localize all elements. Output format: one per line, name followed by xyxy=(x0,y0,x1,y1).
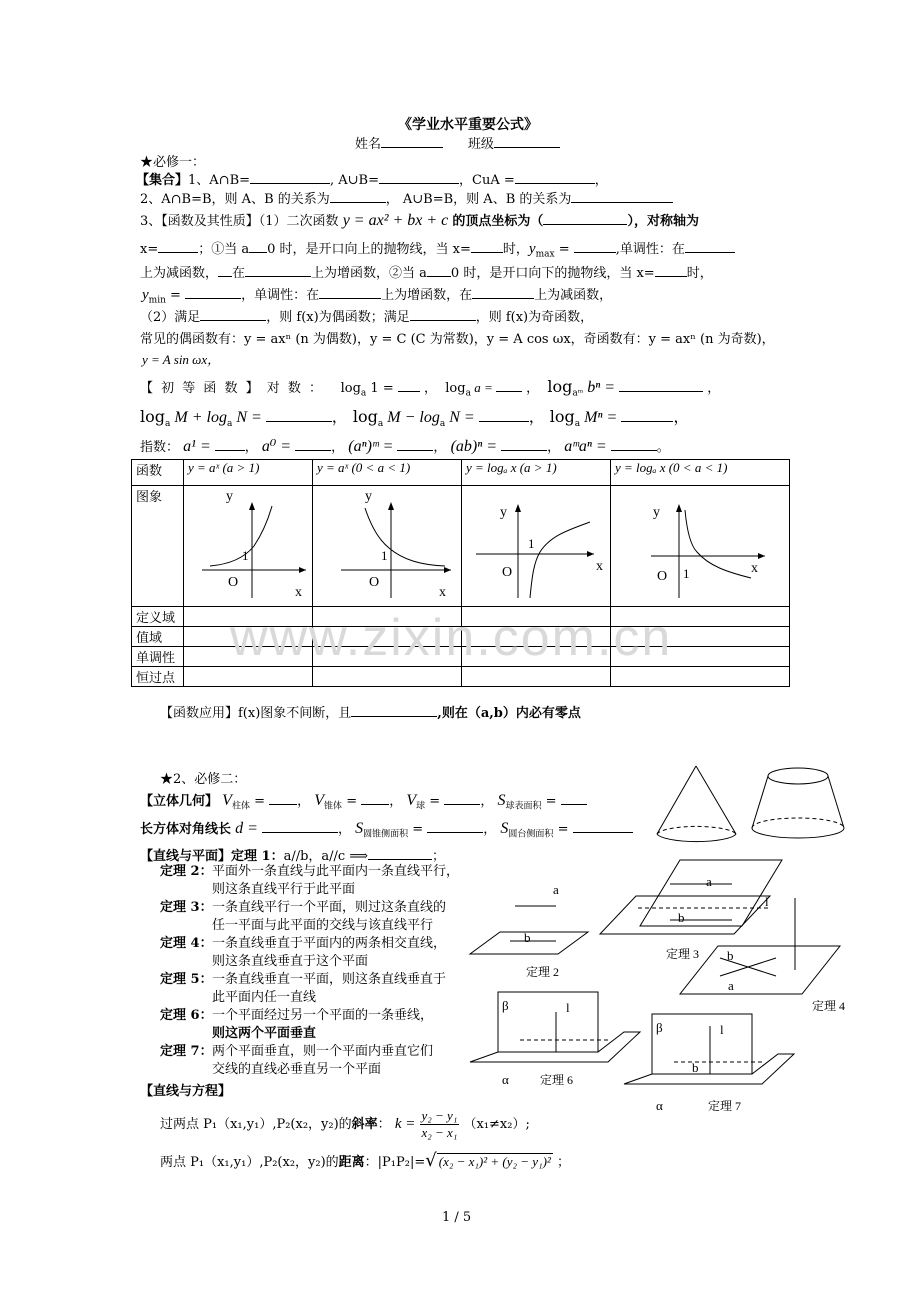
table-header: y = logₐ x (0 < a < 1) xyxy=(611,460,790,486)
theorem-text: 平面外一条直线与此平面内一条直线平行， xyxy=(212,864,460,879)
graph-log-growth xyxy=(462,486,611,607)
quad-line6: 常见的偶函数有：y = axⁿ (n 为偶数)，y = C (C 为常数)，y = A cos ωx，奇函数有：y = axⁿ (n 为奇数)， xyxy=(140,332,775,347)
theorem-label: 定理 4： xyxy=(160,936,213,951)
theorem-item xyxy=(160,971,459,1007)
figure-theorem-2 xyxy=(470,882,588,979)
graph-log-decay xyxy=(611,486,790,607)
figure-theorem-7 xyxy=(624,1014,794,1113)
theorem-1: 【直线与平面】定理 1：a//b，a//c ⟹ ； xyxy=(140,849,446,864)
svg-text:O: O xyxy=(228,575,239,590)
svg-text:y: y xyxy=(365,489,372,504)
cone-figure xyxy=(657,766,736,842)
graph-exp-decay xyxy=(313,486,462,607)
quad-line5: （2）满足 ，则 f(x)为偶函数；满足 ，则 f(x)为奇函数， xyxy=(140,310,594,325)
theorem-item xyxy=(160,1007,459,1043)
theorem-label: 定理 7： xyxy=(160,1044,213,1059)
page-title: 《学业水平重要公式》 xyxy=(398,117,538,133)
svg-text:α: α xyxy=(656,1098,663,1113)
svg-text:1: 1 xyxy=(381,548,388,563)
svg-text:1: 1 xyxy=(683,566,690,581)
table-header: y = aˣ (0 < a < 1) xyxy=(313,460,462,486)
table-header: y = logₐ x (a > 1) xyxy=(462,460,611,486)
frustum-figure xyxy=(752,768,844,838)
sets-line1: 【集合】1、A∩B= , A∪B= ，CuA = ， xyxy=(136,173,608,188)
svg-text:x: x xyxy=(751,561,758,576)
slope-formula: 过两点 P₁（x₁,y₁）,P₂(x₂，y₂)的斜率： k = $\frac{\text{y₂ − y₁}}{\text{x₂ − x₁}}$ （x₁≠x₂）; xyxy=(160,1108,530,1140)
theorem-text: 交线的直线必垂直另一个平面 xyxy=(212,1062,382,1077)
svg-text:β: β xyxy=(656,1020,663,1035)
svg-text:b: b xyxy=(692,1060,699,1075)
elem-line3: 指数： a¹ = ， a⁰ = ， (aⁿ)ᵐ = ， (ab)ⁿ = ， aᵐaⁿ = 。 xyxy=(140,438,670,455)
svg-text:定理 6: 定理 6 xyxy=(540,1073,574,1087)
theorem-text: 此平面内任一直线 xyxy=(212,990,317,1005)
table-row-label: 恒过点 xyxy=(132,667,184,687)
theorem-text: 一条直线平行一个平面，则过这条直线的 xyxy=(212,900,447,915)
svg-text:β: β xyxy=(502,998,509,1013)
table-header: y = aˣ (a > 1) xyxy=(184,460,313,486)
quad-line1: 3、【函数及其性质】（1）二次函数 y = ax² + bx + c 的顶点坐标为（ ），对称轴为 xyxy=(140,212,699,229)
distance-formula: 两点 P₁（x₁,y₁）,P₂(x₂，y₂)的距离：|P₁P₂|=√ (x₂ − x₁)² + (y₂ − y₁)² ； xyxy=(160,1150,570,1171)
line-equation-heading: 【直线与方程】 xyxy=(140,1084,232,1099)
svg-text:1: 1 xyxy=(242,548,249,563)
svg-text:a: a xyxy=(553,882,559,897)
svg-text:O: O xyxy=(657,569,668,584)
page-footer: 1 / 5 xyxy=(442,1210,472,1225)
elem-line1: 【 初 等 函 数 】 对 数 ： $\log_a 1$ = ， $\log_a a$ = ， $\log_{aᵐ} b^n$ = ， xyxy=(140,377,721,399)
figure-theorem-4 xyxy=(680,894,845,1013)
svg-text:y: y xyxy=(653,505,660,520)
theorem-label: 定理 5： xyxy=(160,972,213,987)
theorem-text: 则这条直线垂直于这个平面 xyxy=(212,954,369,969)
theorem-list xyxy=(160,863,459,1079)
table-row-label: 图象 xyxy=(132,486,184,607)
solid-line: 【立体几何】 $V_{柱体}$ = ， $V_{锥体}$ = ， $V_球$ = ， $S_{球表面积}$ = xyxy=(140,790,587,812)
svg-text:O: O xyxy=(369,575,380,590)
watermark: www.zixin.com.cn xyxy=(230,609,673,667)
quad-line3: 上为减函数， 在 上为增函数，②当 a 0 时，是开口向下的抛物线，当 x= 时， xyxy=(140,266,713,281)
elem-line2: $\log_a M + \log_a N$ = ， $\log_a M - \log_a N$ = ， $\log_a M^n$ = ， xyxy=(140,407,690,430)
svg-text:y: y xyxy=(226,489,233,504)
theorem-label: 定理 6： xyxy=(160,1008,213,1023)
svg-text:l: l xyxy=(566,1000,570,1015)
quad-line2: x= ；①当 a 0 时，是开口向上的抛物线，当 x= 时，$y_{max}$ = ,单调性：在 xyxy=(140,238,735,260)
quad-line4: $y_{min}$ = ，单调性：在 上为增函数，在 上为减函数， xyxy=(142,287,613,306)
svg-text:a: a xyxy=(706,874,712,889)
theorem-text: 两个平面垂直，则一个平面内垂直它们 xyxy=(212,1044,434,1059)
svg-text:定理 2: 定理 2 xyxy=(526,965,560,979)
svg-text:x: x xyxy=(596,559,603,574)
theorem-label: 定理 2： xyxy=(160,864,213,879)
theorem-text: 则这两个平面垂直 xyxy=(212,1026,317,1041)
svg-text:a: a xyxy=(728,978,734,993)
theorem-item xyxy=(160,863,459,899)
sets-line2: 2、A∩B=B，则 A、B 的关系为 ， A∪B=B，则 A、B 的关系为 xyxy=(140,188,673,207)
svg-text:O: O xyxy=(502,565,513,580)
svg-text:l: l xyxy=(765,894,769,909)
table-row-label: 定义域 xyxy=(132,607,184,627)
theorem-item xyxy=(160,1043,459,1079)
table-row-label: 单调性 xyxy=(132,647,184,667)
svg-text:定理 4: 定理 4 xyxy=(812,999,846,1013)
graph-exp-growth xyxy=(184,486,313,607)
svg-text:b: b xyxy=(524,930,531,945)
table-header: 函数 xyxy=(132,460,184,486)
subtitle: 姓名 班级 xyxy=(355,133,560,152)
theorem-text: 则这条直线平行于此平面 xyxy=(212,882,356,897)
theorem-text: 任一平面与此平面的交线与该直线平行 xyxy=(212,918,434,933)
svg-text:y: y xyxy=(500,505,507,520)
geometry-figures xyxy=(460,758,920,1118)
svg-text:b: b xyxy=(678,910,685,925)
figure-theorem-6 xyxy=(470,992,640,1087)
svg-text:x: x xyxy=(295,585,302,600)
svg-text:x: x xyxy=(439,585,446,600)
theorem-label: 定理 3： xyxy=(160,900,213,915)
diagonal-line: 长方体对角线长 d = ， $S_{圆锥侧面积}$ = ， $S_{圆台侧面积}$ = xyxy=(140,818,633,840)
function-application: 【函数应用】f(x)图象不间断，且 ,则在（a,b）内必有零点 xyxy=(160,706,581,721)
theorem-text: 一条直线垂直一平面，则这条直线垂直于 xyxy=(212,972,447,987)
theorem-text: 一个平面经过另一个平面的一条垂线， xyxy=(212,1008,434,1023)
theorem-item xyxy=(160,899,459,935)
svg-text:l: l xyxy=(720,1022,724,1037)
svg-text:b: b xyxy=(727,948,734,963)
table-row-label: 值域 xyxy=(132,627,184,647)
theorem-item xyxy=(160,935,459,971)
svg-text:1: 1 xyxy=(528,536,535,551)
svg-text:α: α xyxy=(502,1072,509,1087)
quad-line7: y = A sin ωx， xyxy=(142,352,221,367)
part2-heading: ★2、必修二： xyxy=(160,772,247,787)
svg-text:定理 3: 定理 3 xyxy=(666,947,700,961)
svg-text:定理 7: 定理 7 xyxy=(708,1099,742,1113)
theorem-text: 一条直线垂直于平面内的两条相交直线， xyxy=(212,936,447,951)
part1-heading: ★必修一： xyxy=(140,155,206,170)
